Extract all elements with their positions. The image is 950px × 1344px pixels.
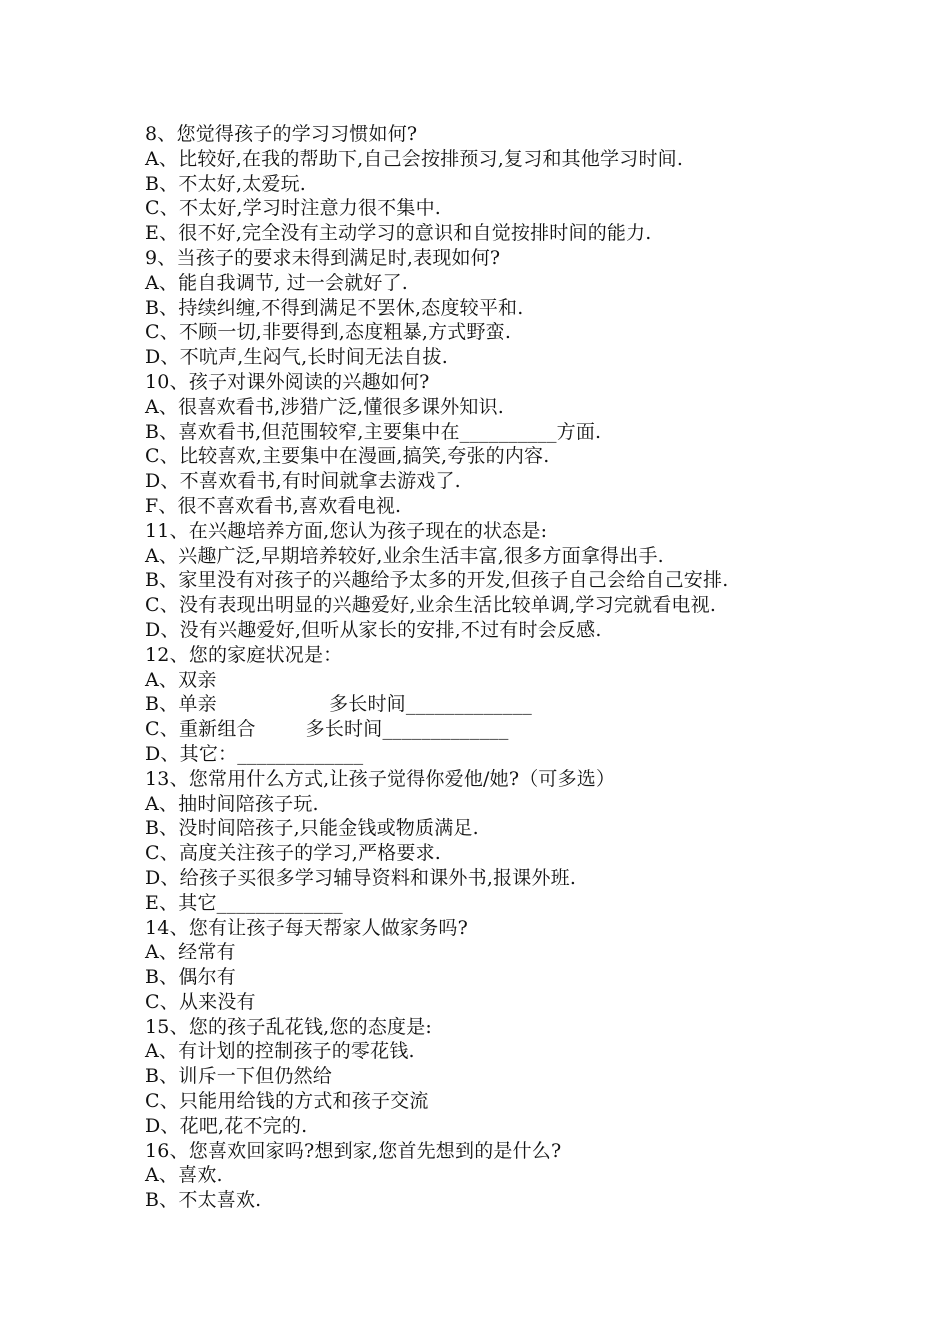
option-9c: C、不顾一切,非要得到,态度粗暴,方式野蛮. bbox=[145, 321, 512, 344]
questionnaire-text bbox=[145, 122, 825, 1213]
option-8c: C、不太好,学习时注意力很不集中. bbox=[145, 197, 442, 220]
question-16: 16、您喜欢回家吗?想到家,您首先想到的是什么? bbox=[145, 1139, 562, 1162]
option-12a: A、双亲 bbox=[145, 668, 217, 691]
option-13b: B、没时间陪孩子,只能金钱或物质满足. bbox=[145, 817, 479, 840]
option-13a: A、抽时间陪孩子玩. bbox=[145, 792, 319, 815]
option-11b: B、家里没有对孩子的兴趣给予太多的开发,但孩子自己会给自己安排. bbox=[145, 569, 729, 592]
option-8e: E、很不好,完全没有主动学习的意识和自觉按排时间的能力. bbox=[145, 222, 652, 245]
option-11c: C、没有表现出明显的兴趣爱好,业余生活比较单调,学习完就看电视. bbox=[145, 594, 717, 617]
option-10b: B、喜欢看书,但范围较窄,主要集中在__________方面. bbox=[145, 420, 602, 443]
option-9d: D、不吭声,生闷气,长时间无法自拔. bbox=[145, 346, 448, 369]
option-10c: C、比较喜欢,主要集中在漫画,搞笑,夸张的内容. bbox=[145, 445, 550, 468]
option-15d: D、花吧,花不完的. bbox=[145, 1114, 308, 1137]
question-14: 14、您有让孩子每天帮家人做家务吗? bbox=[145, 916, 468, 939]
question-10: 10、孩子对课外阅读的兴趣如何? bbox=[145, 370, 430, 393]
question-12: 12、您的家庭状况是： bbox=[145, 643, 343, 666]
option-16b: B、不太喜欢. bbox=[145, 1189, 262, 1212]
option-15c: C、只能用给钱的方式和孩子交流 bbox=[145, 1090, 429, 1113]
option-14c: C、从来没有 bbox=[145, 990, 256, 1013]
question-9: 9、当孩子的要求未得到满足时,表现如何? bbox=[145, 246, 501, 269]
question-15: 15、您的孩子乱花钱,您的态度是: bbox=[145, 1015, 433, 1038]
option-14a: A、经常有 bbox=[145, 941, 236, 964]
option-11d: D、没有兴趣爱好,但听从家长的安排,不过有时会反感. bbox=[145, 618, 602, 641]
question-8: 8、您觉得孩子的学习习惯如何? bbox=[145, 123, 418, 145]
option-9a: A、能自我调节, 过一会就好了. bbox=[145, 271, 409, 294]
option-13c: C、高度关注孩子的学习,严格要求. bbox=[145, 842, 442, 865]
option-13e: E、其它_____________ bbox=[145, 891, 343, 914]
option-10a: A、很喜欢看书,涉猎广泛,懂很多课外知识. bbox=[145, 395, 505, 418]
option-12c: C、重新组合 多长时间_____________ bbox=[145, 718, 509, 741]
question-11: 11、在兴趣培养方面,您认为孩子现在的状态是: bbox=[145, 519, 548, 542]
option-16a: A、喜欢. bbox=[145, 1164, 223, 1187]
option-8b: B、不太好,太爱玩. bbox=[145, 172, 307, 195]
option-14b: B、偶尔有 bbox=[145, 966, 236, 989]
option-15a: A、有计划的控制孩子的零花钱. bbox=[145, 1040, 415, 1063]
option-10d: D、不喜欢看书,有时间就拿去游戏了. bbox=[145, 470, 461, 493]
option-8a: A、比较好,在我的帮助下,自己会按排预习,复习和其他学习时间. bbox=[145, 147, 684, 170]
option-12b: B、单亲 多长时间_____________ bbox=[145, 693, 532, 716]
option-9b: B、持续纠缠,不得到满足不罢休,态度较平和. bbox=[145, 296, 524, 319]
option-11a: A、兴趣广泛,早期培养较好,业余生活丰富,很多方面拿得出手. bbox=[145, 544, 664, 567]
option-13d: D、给孩子买很多学习辅导资料和课外书,报课外班. bbox=[145, 866, 577, 889]
question-13: 13、您常用什么方式,让孩子觉得你爱他/她?（可多选） bbox=[145, 767, 616, 790]
option-12d: D、其它：_____________ bbox=[145, 742, 364, 765]
option-10f: F、很不喜欢看书,喜欢看电视. bbox=[145, 494, 402, 517]
option-15b: B、训斥一下但仍然给 bbox=[145, 1065, 332, 1088]
